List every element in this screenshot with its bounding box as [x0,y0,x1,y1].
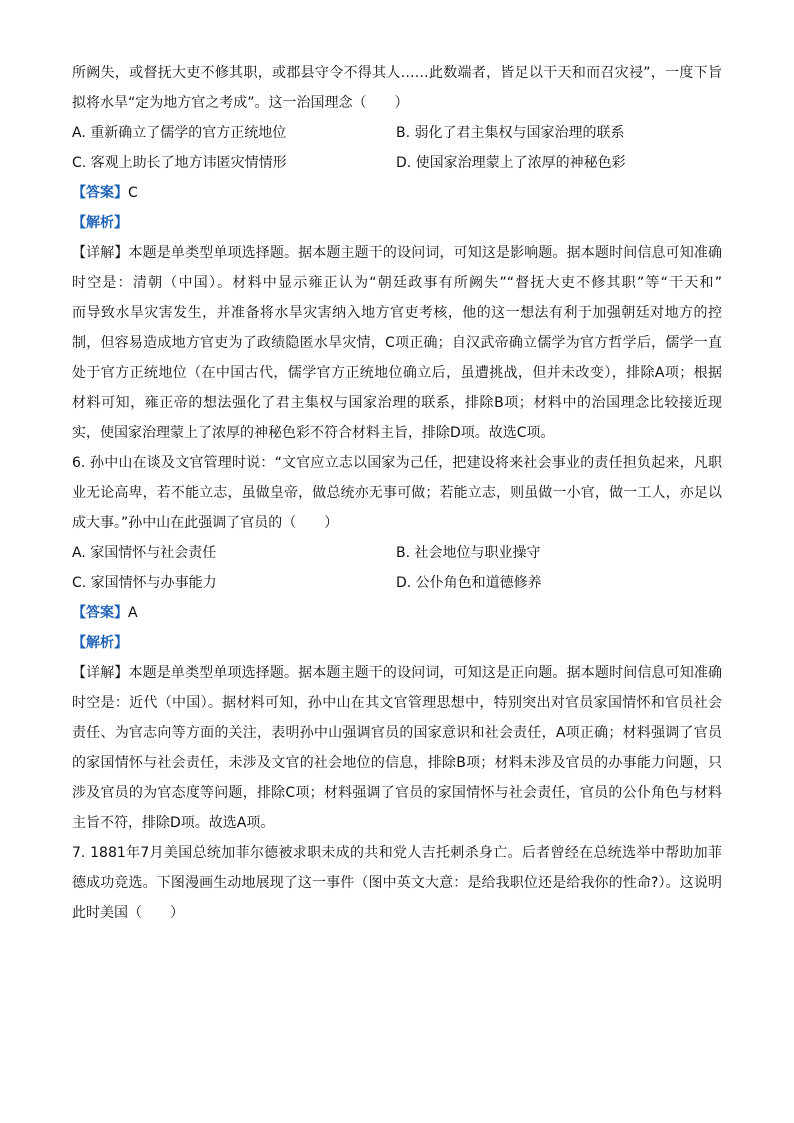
analysis-line: 责任、为官志向等方面的关注，表明孙中山强调官员的国家意识和社会责任，A项正确；材料强调了官员 [72,725,722,741]
analysis-line: 制，但容易造成地方官吏为了政绩隐匿水旱灾情，C项正确；自汉武帝确立儒学为官方哲学后，儒学一直 [72,335,722,351]
analysis-line: 【详解】本题是单类型单项选择题。据本题主题干的设问词，可知这是影响题。据本题时间信息可知准确 [72,245,722,261]
document-page [72,58,722,928]
analysis-line: 主旨不符，排除D项。故选A项。 [72,815,275,831]
question-stem-line: 业无论高卑，若不能立志，虽做皇帝，做总统亦无事可做；若能立志，则虽做一小官，做一工人，亦足以 [72,485,722,501]
option-a[interactable]: A. 重新确立了儒学的官方正统地位 [72,125,287,141]
answer-line [72,598,722,628]
options-row [72,568,722,598]
analysis-line: 处于官方正统地位（在中国古代，儒学官方正统地位确立后，虽遭挑战，但并未改变），排除A项；根据 [72,365,722,381]
option-d[interactable]: D. 公仆角色和道德修养 [396,575,542,591]
question-7 [72,838,722,928]
options-row [72,118,722,148]
question-stem-line: 6. 孙中山在谈及文官管理时说：“文官应立志以国家为己任，把建设将来社会事业的责任担负起来，凡职 [72,455,722,471]
analysis-line: 时空是：清朝（中国）。材料中显示雍正认为“朝廷政事有所阙失”“督抚大吏不修其职”等“干天和” [72,275,722,291]
question-stem-line: 所阙失，或督抚大吏不修其职，或郡县守令不得其人……此数端者，皆足以干天和而召灾祲”，一度下旨 [72,65,722,81]
question-stem-line: 7. 1881年7月美国总统加菲尔德被求职未成的共和党人吉托刺杀身亡。后者曾经在总统选举中帮助加菲 [72,845,722,861]
analysis-line: 时空是：近代（中国）。据材料可知，孙中山在其文官管理思想中，特别突出对官员家国情怀和官员社会 [72,695,722,711]
option-c[interactable]: C. 家国情怀与办事能力 [72,575,217,591]
option-c[interactable]: C. 客观上助长了地方讳匿灾情情形 [72,155,287,171]
options-row [72,148,722,178]
question-stem-line: 德成功竞选。下图漫画生动地展现了这一事件（图中英文大意：是给我职位还是给我你的性命?）。这说明 [72,875,722,891]
analysis-line: 的家国情怀与社会责任，未涉及文官的社会地位的信息，排除B项；材料未涉及官员的办事能力问题，只 [72,755,722,771]
analysis-label: 【解析】 [72,635,128,651]
question-6 [72,448,722,838]
analysis-label: 【解析】 [72,215,128,231]
answer-line [72,178,722,208]
answer-value: A [128,605,138,621]
analysis-line: 实，使国家治理蒙上了浓厚的神秘色彩不符合材料主旨，排除D项。故选C项。 [72,425,555,441]
analysis-line: 而导致水旱灾害发生，并准备将水旱灾害纳入地方官吏考核，他的这一想法有利于加强朝廷对地方的控 [72,305,722,321]
question-stem-line: 成大事。”孙中山在此强调了官员的（ ） [72,515,339,531]
question-5 [72,58,722,448]
option-a[interactable]: A. 家国情怀与社会责任 [72,545,217,561]
analysis-line: 【详解】本题是单类型单项选择题。据本题主题干的设问词，可知这是正向题。据本题时间信息可知准确 [72,665,722,681]
answer-label: 【答案】 [72,605,128,621]
analysis-line: 涉及官员的为官态度等问题，排除C项；材料强调了官员的家国情怀与社会责任，官员的公仆角色与材料 [72,785,722,801]
answer-value: C [128,185,138,201]
analysis-heading [72,208,722,238]
option-d[interactable]: D. 使国家治理蒙上了浓厚的神秘色彩 [396,155,626,171]
question-stem-line: 此时美国（ ） [72,905,184,921]
option-b[interactable]: B. 弱化了君主集权与国家治理的联系 [396,125,625,141]
analysis-heading [72,628,722,658]
analysis-line: 材料可知，雍正帝的想法强化了君主集权与国家治理的联系，排除B项；材料中的治国理念比较接近现 [72,395,722,411]
answer-label: 【答案】 [72,185,128,201]
question-stem-line: 拟将水旱“定为地方官之考成”。这一治国理念（ ） [72,95,409,111]
option-b[interactable]: B. 社会地位与职业操守 [396,545,541,561]
options-row [72,538,722,568]
